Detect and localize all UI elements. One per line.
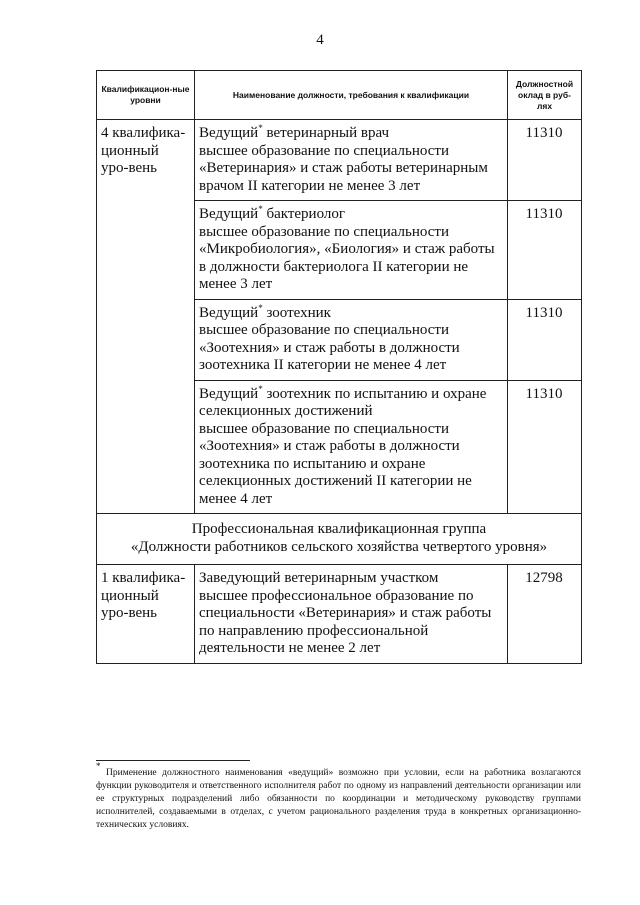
salary-cell: 12798 xyxy=(508,565,582,664)
salary-cell: 11310 xyxy=(508,120,582,201)
level-cell: 4 квалифика-ционный уро-вень xyxy=(97,120,195,514)
header-salary: Должностной оклад в руб-лях xyxy=(508,71,582,120)
position-title: Ведущий xyxy=(199,206,259,222)
qualification-table xyxy=(96,70,582,664)
position-title-rest: ветеринарный врач xyxy=(262,125,390,141)
position-cell xyxy=(195,120,508,201)
footnote xyxy=(96,761,581,832)
footnote-mark: * xyxy=(258,383,263,394)
footnote-mark: * xyxy=(258,204,263,214)
position-requirements: высшее образование по специальности «Ветеринария» и стаж работы ветеринарным врачом II категории не менее 3 лет xyxy=(199,142,488,194)
position-title: Заведующий ветеринарным участком xyxy=(199,570,439,586)
header-levels: Квалификацион-ные уровни xyxy=(97,71,195,120)
position-title: Ведущий xyxy=(199,385,259,402)
footnote-divider xyxy=(96,760,250,761)
table-header-row xyxy=(97,71,582,120)
salary-cell: 11310 xyxy=(508,201,582,300)
group-heading-row xyxy=(97,514,582,565)
table-row xyxy=(97,120,582,201)
position-requirements: высшее профессиональное образование по специальности «Ветеринария» и стаж работы по направлению профессиональной деятельности не менее 2 лет xyxy=(199,587,492,656)
position-title-rest: зоотехник по испытанию и охране селекционных достижений xyxy=(199,385,487,419)
position-requirements: высшее образование по специальности «Зоотехния» и стаж работы в должности зоотехника по испытанию и охране селекционных достижений II категории не менее 4 лет xyxy=(199,420,472,507)
position-requirements: высшее образование по специальности «Микробиология», «Биология» и стаж работы в должности бактериолога II категории не менее 3 лет xyxy=(199,223,495,292)
header-position: Наименование должности, требования к квалификации xyxy=(195,71,508,120)
position-title-rest: зоотехник xyxy=(262,304,331,321)
group-heading-cell xyxy=(97,514,582,565)
footnote-text: Применение должностного наименования «ведущий» возможно при условии, если на работника возлагаются функции руководителя и ответственного исполнителя работ по одному из направлений деятельности организации или ее структурных подразделений либо обязанности по координации и методическому руководству группами исполнителей, создаваемыми в отделах, с учетом рационального разделения труда в конкретных организационно-технических условиях. xyxy=(96,768,581,830)
position-requirements: высшее образование по специальности «Зоотехния» и стаж работы в должности зоотехника II категории не менее 4 лет xyxy=(199,322,460,373)
position-title-rest: бактериолог xyxy=(262,206,346,222)
salary-cell: 11310 xyxy=(508,299,582,380)
group-heading-line2: «Должности работников сельского хозяйства четвертого уровня» xyxy=(130,538,548,555)
salary-cell: 11310 xyxy=(508,380,582,514)
footnote-mark: * xyxy=(258,302,263,313)
level-cell: 1 квалифика-ционный уро-вень xyxy=(97,565,195,664)
table-row xyxy=(97,565,582,664)
position-title: Ведущий xyxy=(199,125,259,141)
position-title: Ведущий xyxy=(199,304,259,321)
group-heading-line1: Профессиональная квалификационная группа xyxy=(191,521,487,537)
position-cell xyxy=(195,565,508,664)
position-cell xyxy=(195,380,508,514)
page-number: 4 xyxy=(316,32,324,48)
position-cell xyxy=(195,299,508,380)
footnote-mark: * xyxy=(96,761,101,771)
footnote-mark: * xyxy=(258,123,263,133)
position-cell xyxy=(195,201,508,300)
